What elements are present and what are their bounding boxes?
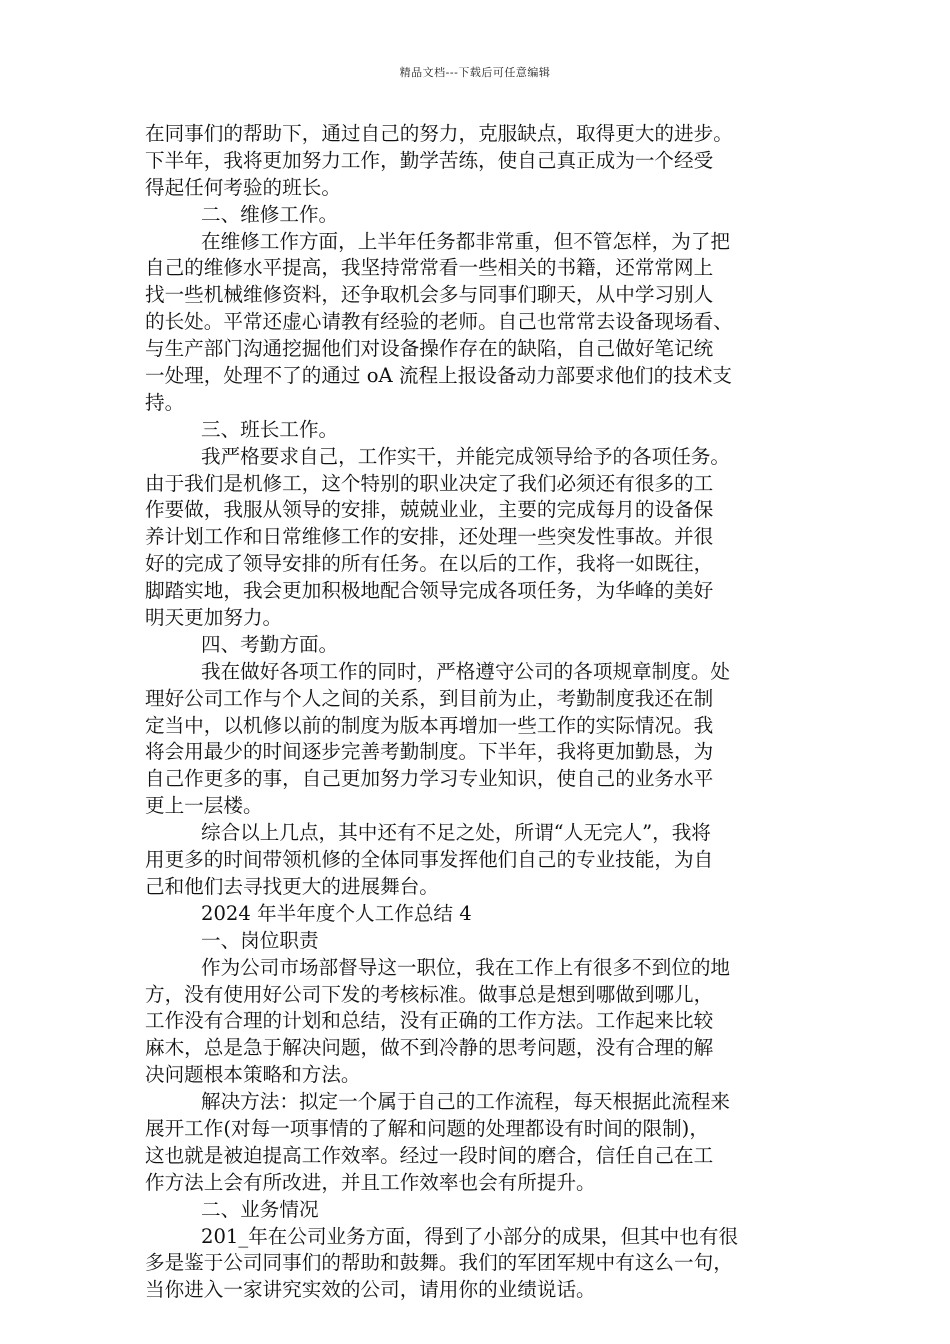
- text-line: 三、班长工作。: [201, 417, 339, 441]
- text-line: 方，没有使用好公司下发的考核标准。做事总是想到哪做到哪儿，: [145, 982, 714, 1006]
- text-line: 四、考勤方面。: [201, 632, 339, 656]
- text-line: 201_年在公司业务方面，得到了小部分的成果，但其中也有很: [201, 1224, 739, 1248]
- text-line: 作为公司市场部督导这一职位，我在工作上有很多不到位的地: [201, 955, 731, 979]
- text-line: 养计划工作和日常维修工作的安排，还处理一些突发性事故。并很: [145, 525, 714, 549]
- text-line: 解决方法：拟定一个属于自己的工作流程，每天根据此流程来: [201, 1090, 731, 1114]
- text-line: 这也就是被迫提高工作效率。经过一段时间的磨合，信任自己在工: [145, 1143, 714, 1167]
- text-line: 2024 年半年度个人工作总结 4: [201, 901, 472, 925]
- text-line: 我严格要求自己，工作实干，并能完成领导给予的各项任务。: [201, 444, 731, 468]
- text-line: 一处理，处理不了的通过 oA 流程上报设备动力部要求他们的技术支: [145, 364, 733, 388]
- text-line: 得起任何考验的班长。: [145, 175, 341, 199]
- text-line: 我在做好各项工作的同时，严格遵守公司的各项规章制度。处: [201, 659, 731, 683]
- text-line: 二、维修工作。: [201, 202, 339, 226]
- text-line: 在同事们的帮助下，通过自己的努力，克服缺点，取得更大的进步。: [145, 122, 733, 145]
- text-line: 下半年，我将更加努力工作，勤学苦练，使自己真正成为一个经受: [145, 148, 714, 172]
- text-line: 自己的维修水平提高，我坚持常常看一些相关的书籍，还常常网上: [145, 256, 714, 280]
- text-line: 定当中，以机修以前的制度为版本再增加一些工作的实际情况。我: [145, 713, 714, 737]
- text-line: 展开工作(对每一项事情的了解和问题的处理都设有时间的限制)，: [145, 1116, 709, 1140]
- page-header: 精品文档---下载后可任意编辑: [399, 66, 551, 79]
- document-body: [145, 121, 810, 1304]
- text-line: 明天更加努力。: [145, 606, 283, 630]
- text-line: 当你进入一家讲究实效的公司，请用你的业绩说话。: [145, 1278, 596, 1302]
- text-line: 决问题根本策略和方法。: [145, 1063, 361, 1087]
- text-line: 自己作更多的事，自己更加努力学习专业知识，使自己的业务水平: [145, 767, 714, 791]
- text-line: 二、业务情况: [201, 1197, 319, 1221]
- text-line: 好的完成了领导安排的所有任务。在以后的工作，我将一如既往，: [145, 552, 714, 576]
- text-line: 综合以上几点，其中还有不足之处，所谓“人无完人”，我将: [201, 821, 711, 845]
- text-line: 作要做，我服从领导的安排，兢兢业业，主要的完成每月的设备保: [145, 498, 714, 522]
- text-line: 在维修工作方面，上半年任务都非常重，但不管怎样，为了把: [201, 229, 731, 253]
- text-line: 用更多的时间带领机修的全体同事发挥他们自己的专业技能，为自: [145, 848, 714, 872]
- text-line: 麻木，总是急于解决问题，做不到冷静的思考问题，没有合理的解: [145, 1036, 714, 1060]
- text-line: 工作没有合理的计划和总结，没有正确的工作方法。工作起来比较: [145, 1009, 714, 1033]
- text-line: 理好公司工作与个人之间的关系，到目前为止，考勤制度我还在制: [145, 686, 714, 710]
- text-line: 将会用最少的时间逐步完善考勤制度。下半年，我将更加勤恳，为: [145, 740, 714, 764]
- text-line: 作方法上会有所改进，并且工作效率也会有所提升。: [145, 1170, 596, 1194]
- text-line: 多是鉴于公司同事们的帮助和鼓舞。我们的军团军规中有这么一句，: [145, 1251, 733, 1275]
- text-line: 由于我们是机修工，这个特别的职业决定了我们必须还有很多的工: [145, 471, 714, 495]
- text-line: 更上一层楼。: [145, 794, 263, 818]
- text-line: 持。: [145, 390, 185, 414]
- text-line: 找一些机械维修资料，还争取机会多与同事们聊天，从中学习别人: [145, 283, 714, 307]
- text-line: 与生产部门沟通挖掘他们对设备操作存在的缺陷，自己做好笔记统: [145, 337, 714, 361]
- text-line: 的长处。平常还虚心请教有经验的老师。自己也常常去设备现场看、: [145, 310, 733, 334]
- text-line: 脚踏实地，我会更加积极地配合领导完成各项任务，为华峰的美好: [145, 579, 714, 603]
- text-line: 己和他们去寻找更大的进展舞台。: [145, 874, 439, 898]
- text-line: 一、岗位职责: [201, 928, 319, 952]
